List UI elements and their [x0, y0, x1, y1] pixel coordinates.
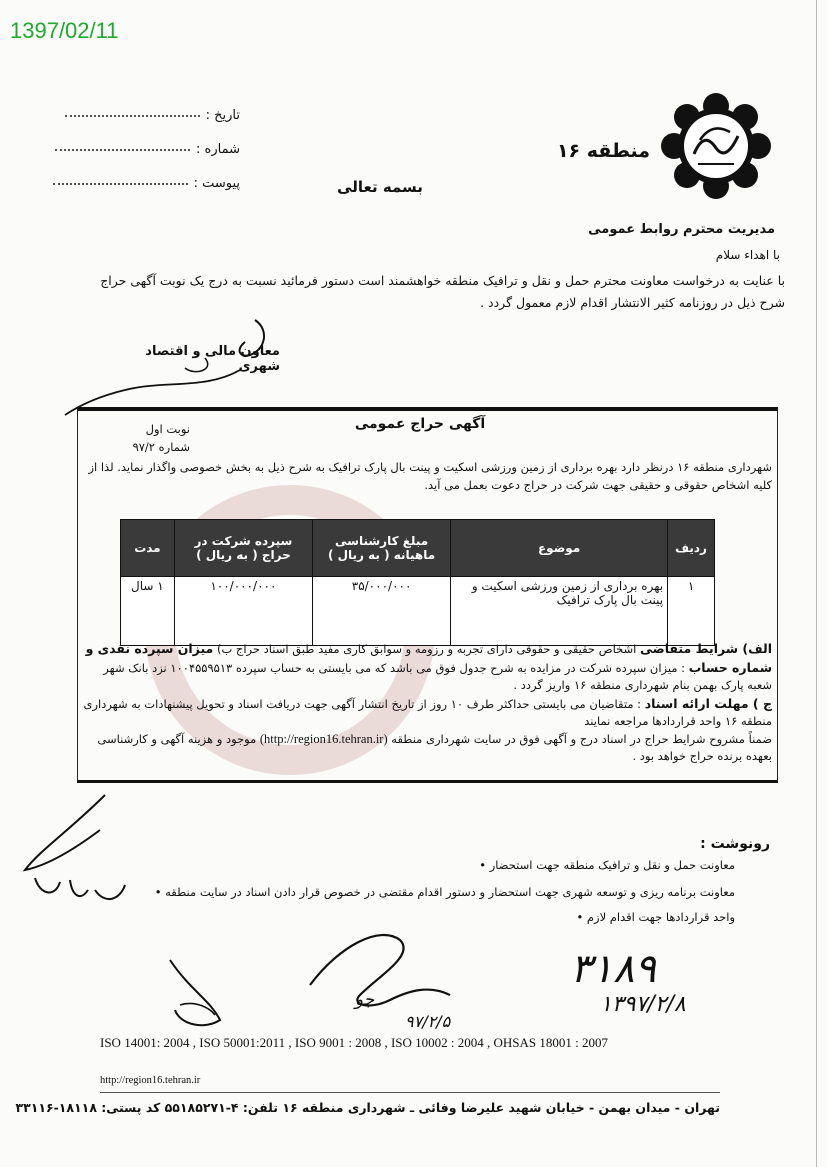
attachment-field: پیوست :	[40, 176, 240, 191]
cell-duration: ۱ سال	[121, 577, 175, 646]
cell-row-number: ۱	[668, 577, 715, 646]
greeting: با اهداء سلام	[715, 248, 780, 262]
cc-item: معاونت برنامه ریزی و توسعه شهری جهت استحضار و دستور اقدام مقتضی در خصوص قرار دادن اسناد در سایت منطقه •	[154, 885, 735, 899]
date-stamp: 1397/02/11	[10, 18, 119, 43]
cell-appraisal: ۳۵/۰۰۰/۰۰۰	[313, 577, 451, 646]
table-row	[121, 577, 715, 646]
col-header-subject: موضوع	[451, 520, 668, 577]
notice-title: آگهی حراج عمومی	[354, 416, 486, 432]
cc-title: رونوشت :	[700, 836, 770, 852]
number-field: شماره :	[40, 142, 240, 157]
footer-address: تهران - میدان بهمن - خیابان شهید علیرضا وفائی ـ شهرداری منطقه ۱۶ تلفن: ۴-۵۵۱۸۵۲۷۱ کد پستی: ۱۸۱۱۸-۳۳۱۱۶	[15, 1100, 720, 1115]
bullet-icon: •	[154, 885, 162, 899]
center-signature	[300, 915, 460, 1015]
footer-divider	[100, 1092, 720, 1093]
condition-d: ضمناً مشروح شرایط حراج در اسناد درج و آگهی فوق در سایت شهرداری منطقه (http://region16.tehran.ir) موجود و هزینه آگهی و کارشناسی بعهده برنده حراج خواهد بود .	[97, 731, 772, 763]
notice-round: نوبت اول	[145, 422, 190, 436]
bullet-icon: •	[576, 910, 584, 924]
letter-paragraph: با عنایت به درخواست معاونت محترم حمل و نقل و ترافیک منطقه خواهشمند است دستور فرمائید نسبت به درج یک نوبت آگهی حراج شرح ذیل در روزنامه کثیر الانتشار اقدام لازم معمول گردد .	[100, 273, 785, 310]
handwritten-date: ۱۳۹۷/۲/۸	[600, 992, 686, 1017]
cc-item: معاونت حمل و نقل و ترافیک منطقه جهت استحضار •	[479, 858, 735, 872]
cc-item: واحد قراردادها جهت اقدام لازم •	[576, 910, 735, 924]
col-header-appraisal: مبلغ کارشناسی ماهیانه ( به ریال )	[313, 520, 451, 577]
left-signature	[10, 790, 200, 930]
signatory-title: معاون مالی و اقتصاد شهری	[145, 344, 280, 374]
notice-number: شماره ۹۷/۲	[132, 440, 190, 454]
cell-subject: بهره برداری از زمین ورزشی اسکیت و پینت بال پارک ترافیک	[451, 577, 668, 646]
signature-scribble	[55, 310, 285, 420]
handwritten-initial: جو	[355, 990, 375, 1010]
notice-conditions	[82, 640, 772, 766]
handwritten-number: ۳۱۸۹	[570, 946, 656, 992]
footer-url[interactable]: http://region16.tehran.ir	[100, 1075, 201, 1086]
notice-intro: شهرداری منطقه ۱۶ درنظر دارد بهره برداری از زمین ورزشی اسکیت و پینت بال پارک ترافیک به شرح ذیل به بخش خصوصی واگذار نماید. لذا از کلیه اشخاص حقوقی و حقیقی جهت شرکت در حراج دعوت بعمل می آید.	[88, 460, 772, 492]
zone-title: منطقه ۱۶	[556, 140, 650, 162]
iso-certifications: ISO 14001: 2004 , ISO 50001:2011 , ISO 9001 : 2008 , ISO 10002 : 2004 , OHSAS 18001 : 2007	[100, 1035, 608, 1050]
auction-table	[120, 519, 715, 646]
cell-deposit: ۱۰۰/۰۰۰/۰۰۰	[174, 577, 312, 646]
col-header-duration: مدت	[121, 520, 175, 577]
tehran-municipality-logo	[660, 92, 772, 200]
page-edge	[816, 0, 817, 1167]
condition-a: الف) شرایط متقاضی اشخاص حقیقی و حقوقی دارای تجربه و رزومه و سوابق کاری مفید طبق اسناد حراج ب) میزان سپرده نقدی و شماره حساب : میزان سپرده شرکت در مزایده به شرح جدول فوق می باشد که می بایستی به حساب سپرده ۱۰۰۴۵۵۹۵۱۳ نزد بانک شهر شعبه پارک بهمن بنام شهرداری منطقه ۱۶ واریز گردد .	[85, 641, 772, 692]
bullet-icon: •	[479, 858, 487, 872]
col-header-deposit: سپرده شرکت در حراج ( به ریال )	[174, 520, 312, 577]
lower-left-signature	[150, 950, 240, 1040]
addressee: مدیریت محترم روابط عمومی	[588, 222, 775, 237]
date-field: تاریخ :	[40, 108, 240, 123]
condition-c: ج ) مهلت ارائه اسناد : متقاضیان می بایستی حداکثر طرف ۱۰ روز از تاریخ انتشار آگهی جهت دریافت اسناد و تحویل پیشنهادات به شهرداری منطقه ۱۶ واحد قراردادها مراجعه نمایند	[83, 695, 772, 728]
col-header-row: ردیف	[668, 520, 715, 577]
bismillah: بسمه تعالی	[337, 178, 423, 196]
region-site-link[interactable]: (http://region16.tehran.ir)	[259, 731, 388, 746]
handwritten-date-2: ۹۷/۲/۵	[405, 1012, 451, 1031]
